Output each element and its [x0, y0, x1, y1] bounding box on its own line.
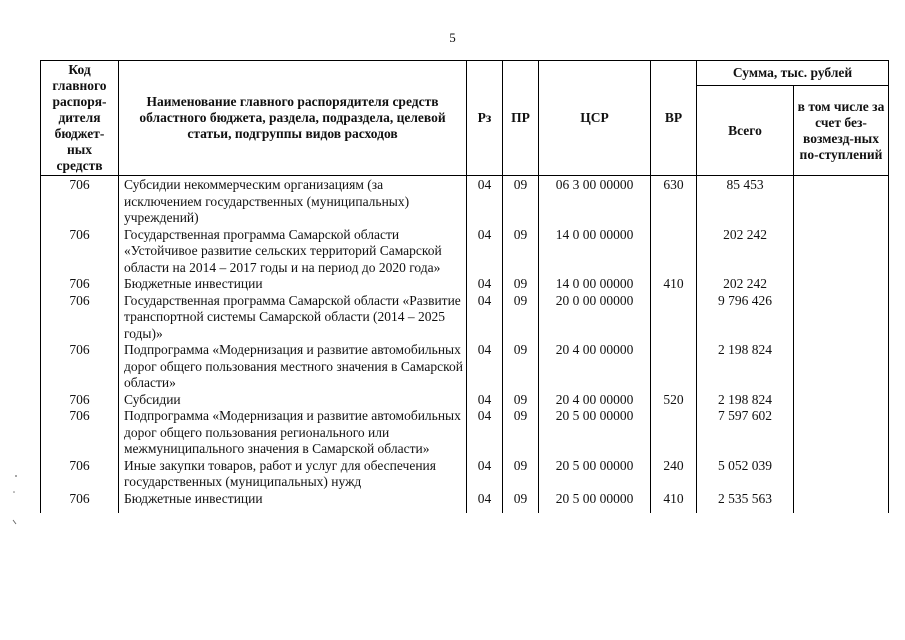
cell-rz: 04 [467, 293, 503, 343]
cell-vr [651, 408, 697, 458]
cell-code: 706 [41, 408, 119, 458]
cell-name: Подпрограмма «Модернизация и развитие автомобильных дорог общего пользования регионального или межмуниципального значения в Самарской области» [119, 408, 467, 458]
cell-csr: 20 5 00 00000 [539, 458, 651, 491]
cell-pr: 09 [503, 392, 539, 409]
cell-incl [794, 276, 889, 293]
table-row [41, 276, 889, 293]
cell-csr: 14 0 00 00000 [539, 276, 651, 293]
cell-pr: 09 [503, 276, 539, 293]
cell-rz: 04 [467, 491, 503, 514]
cell-incl [794, 342, 889, 392]
cell-code: 706 [41, 276, 119, 293]
header-incl: в том числе за счет без-возмезд-ных по-ступлений [794, 86, 889, 176]
cell-total: 85 453 [697, 176, 794, 227]
table-row [41, 458, 889, 491]
cell-rz: 04 [467, 408, 503, 458]
cell-incl [794, 408, 889, 458]
cell-pr: 09 [503, 227, 539, 277]
cell-name: Бюджетные инвестиции [119, 276, 467, 293]
table-row [41, 342, 889, 392]
cell-vr: 410 [651, 276, 697, 293]
table-row [41, 408, 889, 458]
table-row [41, 176, 889, 227]
header-name: Наименование главного распорядителя средств областного бюджета, раздела, подраздела, целевой статьи, подгруппы видов расходов [119, 61, 467, 176]
cell-pr: 09 [503, 408, 539, 458]
header-rz: Рз [467, 61, 503, 176]
cell-csr: 20 4 00 00000 [539, 392, 651, 409]
cell-vr [651, 342, 697, 392]
cell-incl [794, 293, 889, 343]
budget-table [40, 60, 889, 513]
cell-total: 202 242 [697, 276, 794, 293]
cell-csr: 06 3 00 00000 [539, 176, 651, 227]
cell-pr: 09 [503, 458, 539, 491]
cell-name: Государственная программа Самарской области «Устойчивое развитие сельских территорий Самарской области на 2014 – 2017 годы и на период до 2020 года» [119, 227, 467, 277]
table-row [41, 491, 889, 514]
cell-csr: 20 5 00 00000 [539, 491, 651, 514]
cell-csr: 14 0 00 00000 [539, 227, 651, 277]
cell-code: 706 [41, 392, 119, 409]
cell-vr [651, 293, 697, 343]
cell-pr: 09 [503, 176, 539, 227]
cell-pr: 09 [503, 491, 539, 514]
cell-code: 706 [41, 227, 119, 277]
cell-csr: 20 5 00 00000 [539, 408, 651, 458]
cell-total: 7 597 602 [697, 408, 794, 458]
header-vr: ВР [651, 61, 697, 176]
cell-total: 202 242 [697, 227, 794, 277]
cell-code: 706 [41, 458, 119, 491]
header-sum-group: Сумма, тыс. рублей [697, 61, 889, 86]
cell-incl [794, 176, 889, 227]
cell-code: 706 [41, 176, 119, 227]
cell-code: 706 [41, 342, 119, 392]
cell-pr: 09 [503, 342, 539, 392]
header-pr: ПР [503, 61, 539, 176]
cell-vr: 410 [651, 491, 697, 514]
scan-marks [10, 470, 22, 530]
cell-total: 2 198 824 [697, 342, 794, 392]
cell-name: Субсидии [119, 392, 467, 409]
cell-vr: 240 [651, 458, 697, 491]
cell-rz: 04 [467, 458, 503, 491]
cell-incl [794, 458, 889, 491]
cell-total: 5 052 039 [697, 458, 794, 491]
cell-total: 2 198 824 [697, 392, 794, 409]
cell-name: Подпрограмма «Модернизация и развитие автомобильных дорог общего пользования местного значения в Самарской области» [119, 342, 467, 392]
cell-rz: 04 [467, 276, 503, 293]
cell-pr: 09 [503, 293, 539, 343]
cell-incl [794, 491, 889, 514]
cell-vr [651, 227, 697, 277]
cell-code: 706 [41, 293, 119, 343]
cell-name: Бюджетные инвестиции [119, 491, 467, 514]
cell-rz: 04 [467, 176, 503, 227]
cell-incl [794, 227, 889, 277]
cell-rz: 04 [467, 342, 503, 392]
header-code: Код главного распоря-дителя бюджет-ных средств [41, 61, 119, 176]
cell-vr: 520 [651, 392, 697, 409]
cell-csr: 20 4 00 00000 [539, 342, 651, 392]
table-row [41, 293, 889, 343]
page-number: 5 [449, 30, 456, 45]
cell-rz: 04 [467, 227, 503, 277]
cell-rz: 04 [467, 392, 503, 409]
cell-total: 9 796 426 [697, 293, 794, 343]
header-csr: ЦСР [539, 61, 651, 176]
table-row [41, 227, 889, 277]
cell-code: 706 [41, 491, 119, 514]
cell-name: Государственная программа Самарской области «Развитие транспортной системы Самарской области (2014 – 2025 годы)» [119, 293, 467, 343]
cell-total: 2 535 563 [697, 491, 794, 514]
cell-name: Иные закупки товаров, работ и услуг для обеспечения государственных (муниципальных) нужд [119, 458, 467, 491]
cell-csr: 20 0 00 00000 [539, 293, 651, 343]
cell-incl [794, 392, 889, 409]
header-total: Всего [697, 86, 794, 176]
cell-name: Субсидии некоммерческим организациям (за исключением государственных (муниципальных) учреждений) [119, 176, 467, 227]
cell-vr: 630 [651, 176, 697, 227]
table-row [41, 392, 889, 409]
